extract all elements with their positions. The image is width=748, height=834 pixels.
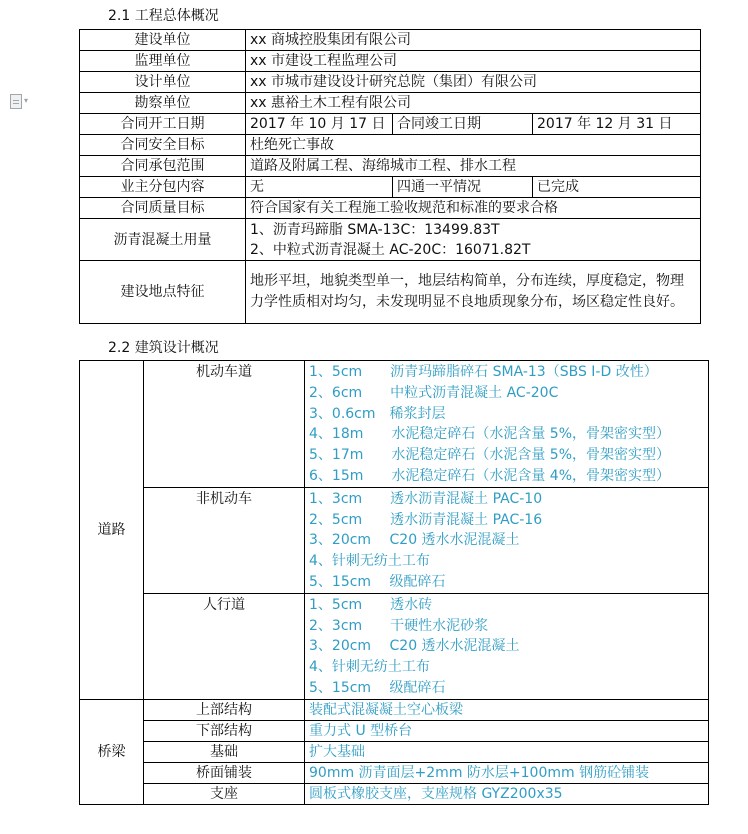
document-icon[interactable] bbox=[10, 93, 34, 109]
layer-item: 2、3cm 干硬性水泥砂浆 bbox=[309, 617, 489, 634]
layer-item: 5、15cm 级配碎石 bbox=[309, 679, 446, 696]
table-row bbox=[80, 51, 701, 72]
quality-target-value: 符合国家有关工程施工验收规范和标准的要求合格 bbox=[246, 198, 701, 219]
table-row bbox=[80, 93, 701, 114]
project-overview-table bbox=[79, 29, 701, 324]
table-row bbox=[80, 156, 701, 177]
bridge-item-value: 扩大基础 bbox=[305, 741, 709, 762]
design-unit-label: 设计单位 bbox=[80, 72, 246, 93]
sidewalk-label: 人行道 bbox=[144, 593, 305, 699]
quality-target-label: 合同质量目标 bbox=[80, 198, 246, 219]
document-sheet-icon bbox=[10, 94, 22, 109]
site-features-value: 地形平坦，地貌类型单一，地层结构简单，分布连续，厚度稳定，物理力学性质相对均匀，未发现明显不良地质现象分布，场区稳定性良好。 bbox=[246, 261, 701, 324]
table-row bbox=[80, 177, 701, 198]
bridge-item-value: 90mm 沥青面层+2mm 防水层+100mm 钢筋砼铺装 bbox=[305, 762, 709, 783]
table-row bbox=[80, 593, 709, 699]
layer-item: 1、3cm 透水沥青混凝土 PAC-10 bbox=[309, 490, 543, 507]
table-row bbox=[80, 72, 701, 93]
asphalt-usage-line: 1、沥青玛蹄脂 SMA-13C：13499.83T bbox=[250, 221, 500, 238]
non-motorway-layers bbox=[305, 487, 709, 593]
supervision-unit-label: 监理单位 bbox=[80, 51, 246, 72]
start-date-label: 合同开工日期 bbox=[80, 114, 246, 135]
table-row bbox=[80, 261, 701, 324]
layer-item: 4、针刺无纺土工布 bbox=[309, 553, 430, 570]
site-prep-value: 已完成 bbox=[533, 177, 701, 198]
subcontract-label: 业主分包内容 bbox=[80, 177, 246, 198]
survey-unit-label: 勘察单位 bbox=[80, 93, 246, 114]
table-row bbox=[80, 783, 709, 804]
road-category-label: 道路 bbox=[80, 361, 144, 700]
bridge-item-label: 上部结构 bbox=[144, 699, 305, 720]
non-motorway-label: 非机动车 bbox=[144, 487, 305, 593]
start-date-value: 2017 年 10 月 17 日 bbox=[246, 114, 393, 135]
bridge-item-label: 下部结构 bbox=[144, 720, 305, 741]
survey-unit-value: xx 惠裕土木工程有限公司 bbox=[246, 93, 701, 114]
end-date-label: 合同竣工日期 bbox=[393, 114, 533, 135]
table-row bbox=[80, 361, 709, 488]
bridge-item-label: 基础 bbox=[144, 741, 305, 762]
asphalt-usage-value bbox=[246, 219, 701, 261]
asphalt-usage-line: 2、中粒式沥青混凝土 AC-20C：16071.82T bbox=[250, 241, 531, 258]
motorway-layers bbox=[305, 361, 709, 488]
layer-item: 4、18m 水泥稳定碎石（水泥含量 5%，骨架密实型） bbox=[309, 426, 671, 443]
table-row bbox=[80, 114, 701, 135]
layer-item: 2、5cm 透水沥青混凝土 PAC-16 bbox=[309, 511, 543, 528]
layer-item: 3、20cm C20 透水水泥混凝土 bbox=[309, 532, 520, 549]
bridge-item-label: 支座 bbox=[144, 783, 305, 804]
section-heading-overview: 2.1 工程总体概况 bbox=[108, 8, 219, 24]
supervision-unit-value: xx 市建设工程监理公司 bbox=[246, 51, 701, 72]
table-row bbox=[80, 198, 701, 219]
contract-scope-value: 道路及附属工程、海绵城市工程、排水工程 bbox=[246, 156, 701, 177]
subcontract-value: 无 bbox=[246, 177, 393, 198]
bridge-item-label: 桥面铺装 bbox=[144, 762, 305, 783]
section-heading-design: 2.2 建筑设计概况 bbox=[108, 340, 219, 356]
bridge-item-value: 装配式混凝凝土空心板梁 bbox=[305, 699, 709, 720]
safety-target-label: 合同安全目标 bbox=[80, 135, 246, 156]
table-row bbox=[80, 699, 709, 720]
table-row bbox=[80, 762, 709, 783]
layer-item: 4、针刺无纺土工布 bbox=[309, 659, 430, 676]
layer-item: 3、20cm C20 透水水泥混凝土 bbox=[309, 638, 520, 655]
table-row bbox=[80, 487, 709, 593]
design-unit-value: xx 市城市建设设计研究总院（集团）有限公司 bbox=[246, 72, 701, 93]
safety-target-value: 杜绝死亡事故 bbox=[246, 135, 701, 156]
table-row bbox=[80, 219, 701, 261]
table-row bbox=[80, 720, 709, 741]
table-row bbox=[80, 741, 709, 762]
construction-unit-value: xx 商城控股集团有限公司 bbox=[246, 30, 701, 51]
end-date-value: 2017 年 12 月 31 日 bbox=[533, 114, 701, 135]
bridge-item-value: 圆板式橡胶支座，支座规格 GYZ200x35 bbox=[305, 783, 709, 804]
table-row bbox=[80, 135, 701, 156]
site-prep-label: 四通一平情况 bbox=[393, 177, 533, 198]
design-overview-table bbox=[79, 360, 709, 805]
site-features-label: 建设地点特征 bbox=[80, 261, 246, 324]
asphalt-usage-label: 沥青混凝土用量 bbox=[80, 219, 246, 261]
layer-item: 2、6cm 中粒式沥青混凝土 AC-20C bbox=[309, 384, 559, 401]
bridge-item-value: 重力式 U 型桥台 bbox=[305, 720, 709, 741]
layer-item: 3、0.6cm 稀浆封层 bbox=[309, 405, 446, 422]
contract-scope-label: 合同承包范围 bbox=[80, 156, 246, 177]
layer-item: 5、17m 水泥稳定碎石（水泥含量 5%，骨架密实型） bbox=[309, 447, 671, 464]
motorway-label: 机动车道 bbox=[144, 361, 305, 488]
layer-item: 6、15m 水泥稳定碎石（水泥含量 4%，骨架密实型） bbox=[309, 467, 671, 484]
layer-item: 5、15cm 级配碎石 bbox=[309, 573, 446, 590]
layer-item: 1、5cm 透水砖 bbox=[309, 596, 433, 613]
sidewalk-layers bbox=[305, 593, 709, 699]
chevron-down-icon: ▾ bbox=[24, 96, 29, 105]
construction-unit-label: 建设单位 bbox=[80, 30, 246, 51]
bridge-category-label: 桥梁 bbox=[80, 699, 144, 804]
layer-item: 1、5cm 沥青玛蹄脂碎石 SMA-13（SBS I-D 改性） bbox=[309, 364, 658, 380]
table-row bbox=[80, 30, 701, 51]
